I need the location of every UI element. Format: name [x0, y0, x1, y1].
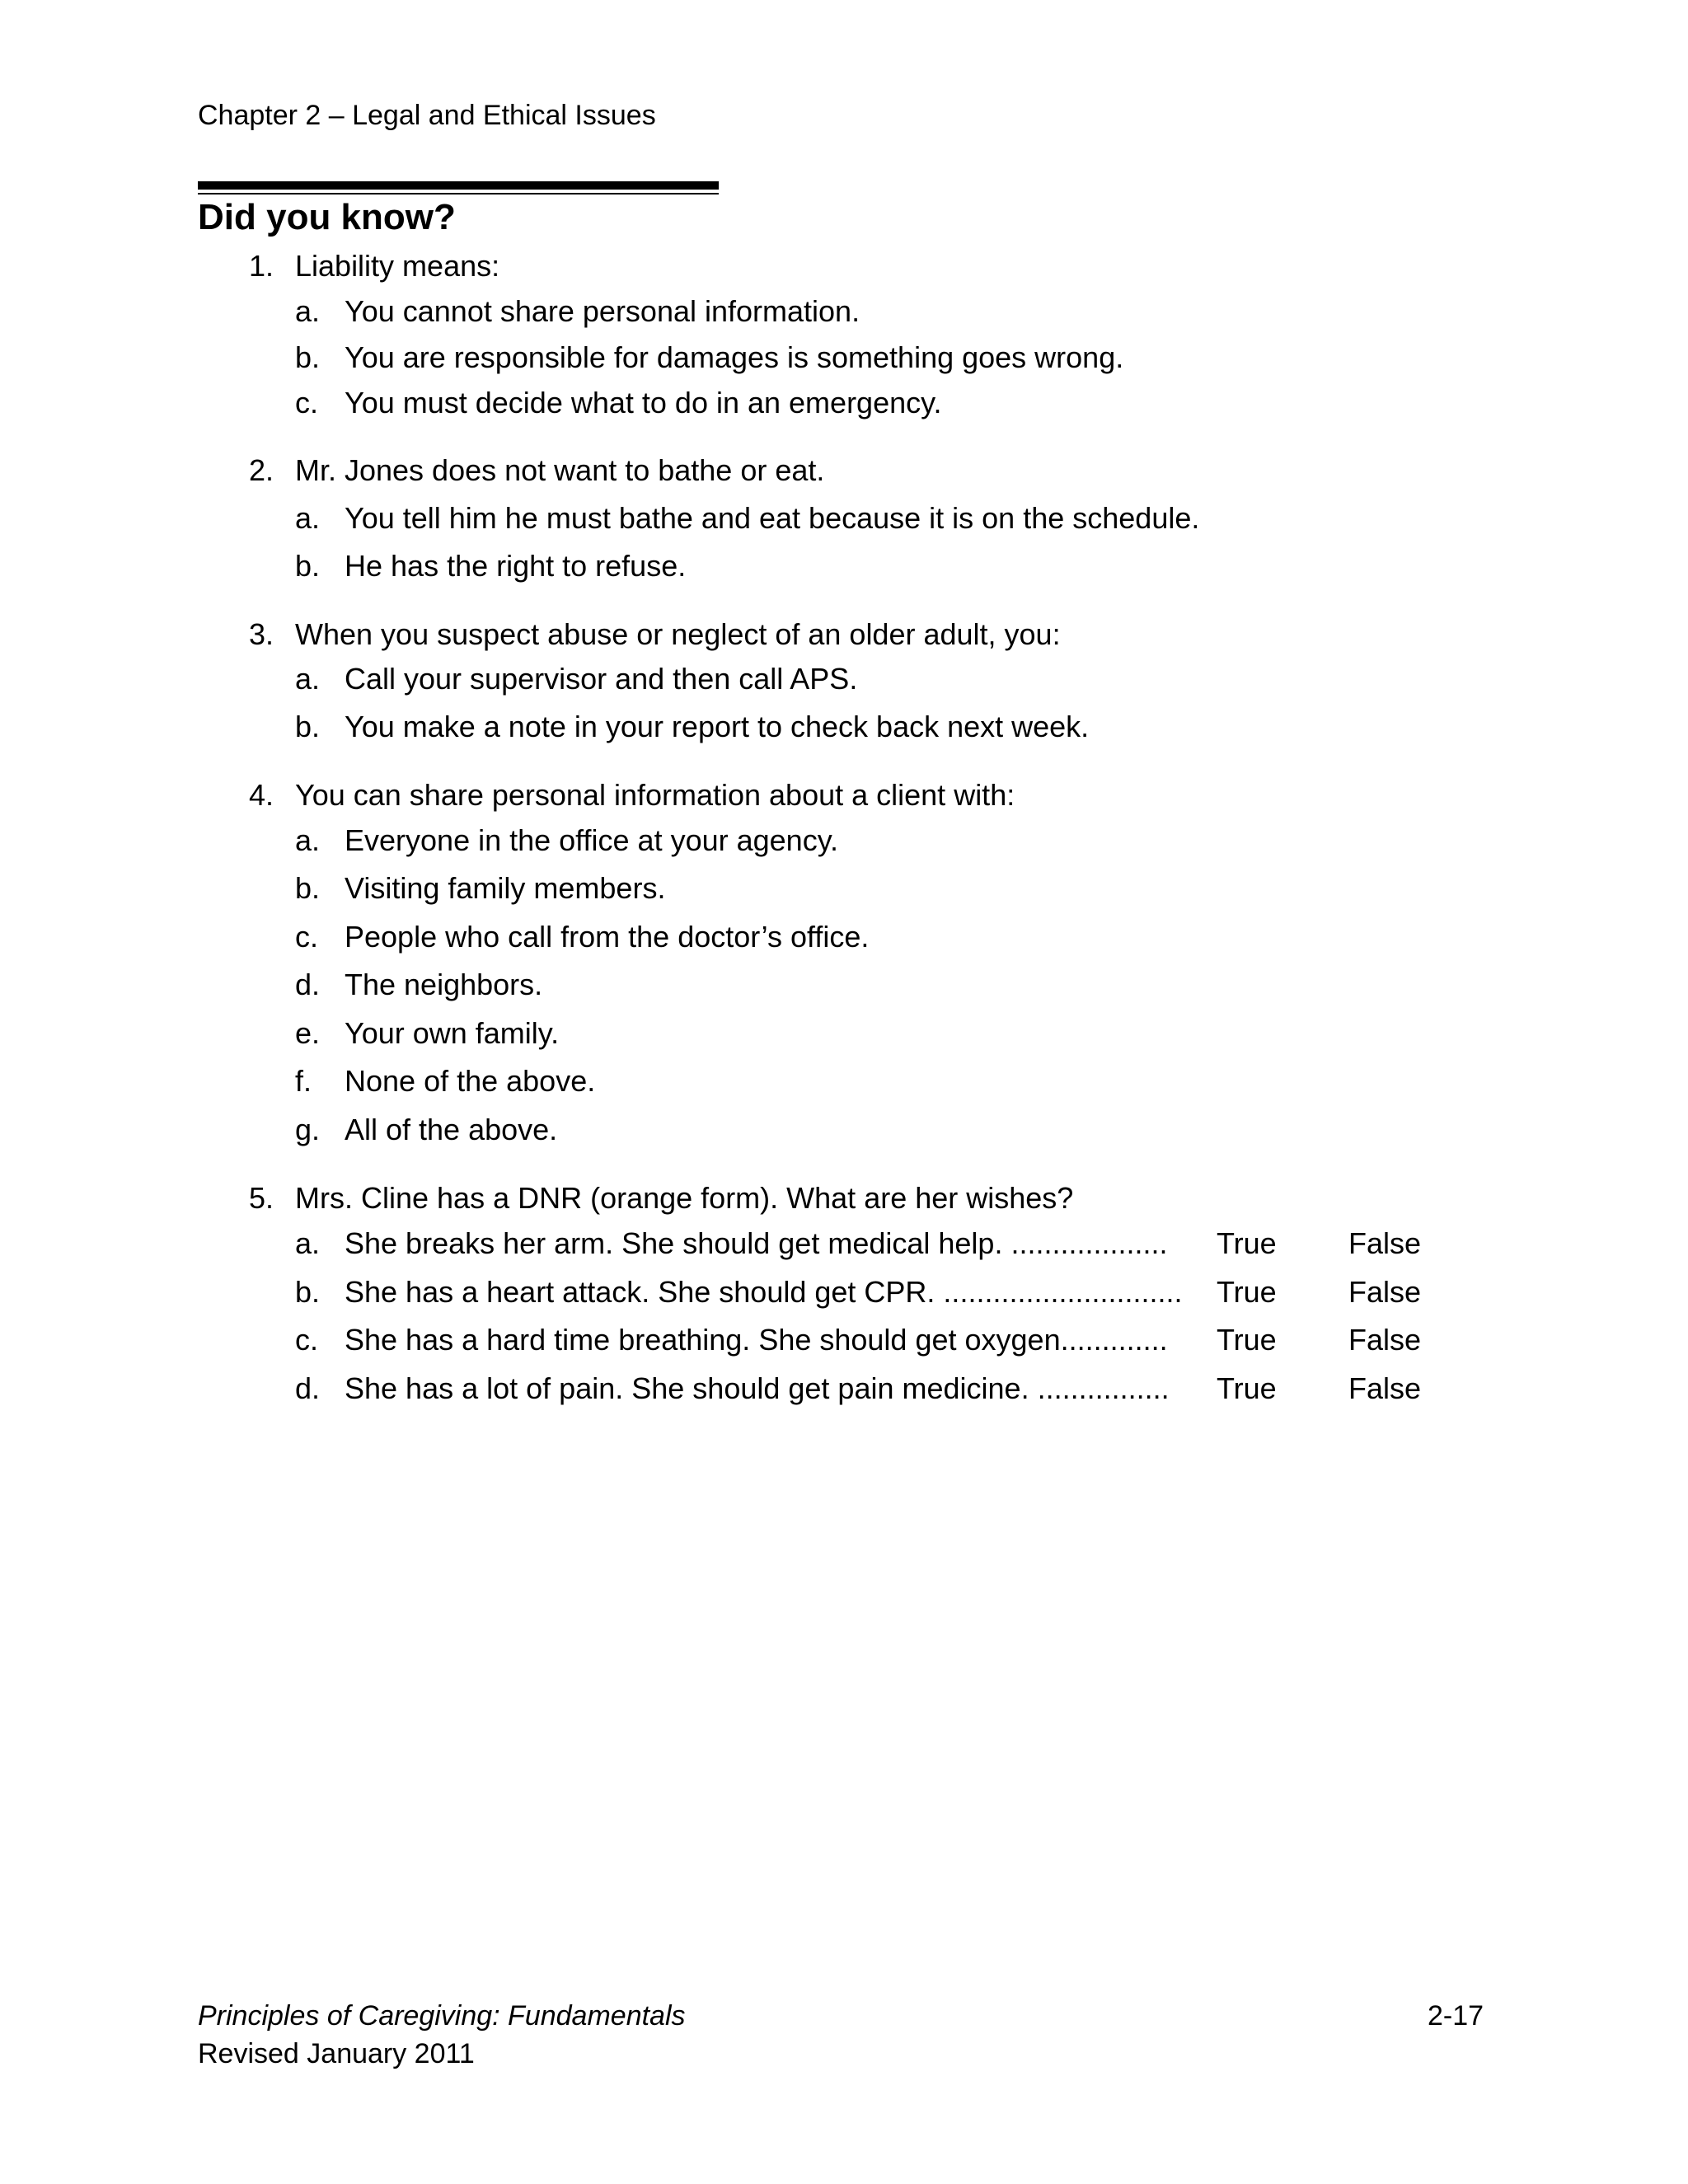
false-choice-5b[interactable]: False — [1348, 1275, 1422, 1309]
footer-revision-date: Revised January 2011 — [198, 2038, 475, 2069]
option-text: She has a hard time breathing. She should get oxygen............. — [345, 1323, 1168, 1357]
option-text: She has a lot of pain. She should get pain medicine. ................ — [345, 1371, 1170, 1405]
option-letter: d. — [295, 968, 321, 1001]
question-number: 2. — [248, 453, 274, 487]
option-text: He has the right to refuse. — [345, 549, 687, 583]
option-text: She has a heart attack. She should get CPR. ............................. — [345, 1275, 1183, 1309]
option-text: Call your supervisor and then call APS. — [345, 662, 858, 696]
question-number: 4. — [248, 778, 274, 812]
true-choice-5b[interactable]: True — [1217, 1275, 1277, 1309]
option-text: Everyone in the office at your agency. — [345, 823, 839, 857]
option-text: She breaks her arm. She should get medical help. ................... — [345, 1226, 1168, 1260]
section-title: Did you know? — [198, 197, 456, 237]
question-number: 1. — [248, 249, 274, 283]
question-number: 3. — [248, 617, 274, 651]
page-number: 2-17 — [1428, 2000, 1484, 2032]
question-text: Mr. Jones does not want to bathe or eat. — [295, 453, 825, 487]
option-letter: a. — [295, 501, 321, 535]
option-text: You are responsible for damages is something goes wrong. — [345, 340, 1124, 374]
true-choice-5c[interactable]: True — [1217, 1323, 1277, 1357]
true-choice-5d[interactable]: True — [1217, 1371, 1277, 1405]
option-text: None of the above. — [345, 1064, 596, 1098]
question-text: You can share personal information about a client with: — [295, 778, 1015, 812]
option-letter: e. — [295, 1016, 321, 1050]
false-choice-5a[interactable]: False — [1348, 1226, 1422, 1260]
option-text: Visiting family members. — [345, 871, 666, 905]
option-letter: b. — [295, 710, 321, 743]
option-text: You must decide what to do in an emergency. — [345, 386, 942, 419]
option-letter: f. — [295, 1064, 312, 1098]
option-letter: a. — [295, 662, 321, 696]
option-text: You make a note in your report to check back next week. — [345, 710, 1090, 743]
option-letter: c. — [295, 1323, 319, 1357]
option-text: Your own family. — [345, 1016, 560, 1050]
option-text: All of the above. — [345, 1113, 558, 1146]
option-letter: c. — [295, 386, 319, 419]
false-choice-5d[interactable]: False — [1348, 1371, 1422, 1405]
option-letter: a. — [295, 294, 321, 328]
option-text: People who call from the doctor’s office. — [345, 920, 870, 954]
footer-book-title: Principles of Caregiving: Fundamentals — [198, 2000, 686, 2032]
option-text: You tell him he must bathe and eat because it is on the schedule. — [345, 501, 1200, 535]
false-choice-5c[interactable]: False — [1348, 1323, 1422, 1357]
question-number: 5. — [248, 1181, 274, 1215]
option-letter: a. — [295, 823, 321, 857]
page-header: Chapter 2 – Legal and Ethical Issues — [198, 100, 656, 131]
option-text: You cannot share personal information. — [345, 294, 860, 328]
option-letter: c. — [295, 920, 319, 954]
true-choice-5a[interactable]: True — [1217, 1226, 1277, 1260]
option-letter: a. — [295, 1226, 321, 1260]
option-letter: g. — [295, 1113, 321, 1146]
question-text: When you suspect abuse or neglect of an older adult, you: — [295, 617, 1061, 651]
option-letter: b. — [295, 340, 321, 374]
option-text: The neighbors. — [345, 968, 543, 1001]
option-letter: b. — [295, 1275, 321, 1309]
option-letter: d. — [295, 1371, 321, 1405]
option-letter: b. — [295, 549, 321, 583]
question-text: Mrs. Cline has a DNR (orange form). What are her wishes? — [295, 1181, 1074, 1215]
question-text: Liability means: — [295, 249, 500, 283]
option-letter: b. — [295, 871, 321, 905]
